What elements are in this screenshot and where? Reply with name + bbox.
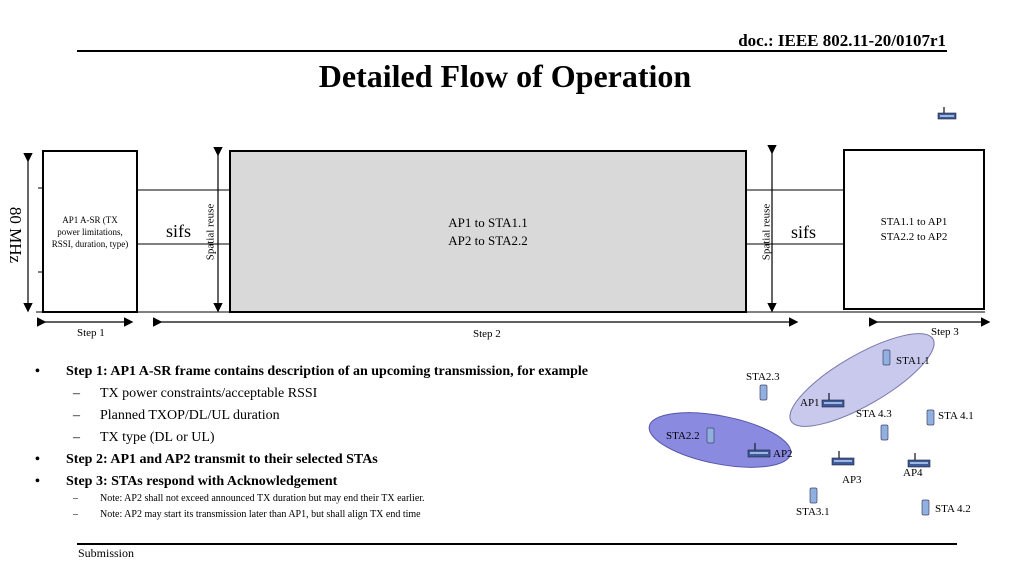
bullet-txop: Planned TXOP/DL/UL duration — [100, 408, 280, 423]
sta11-label: STA1.1 — [896, 355, 930, 367]
footer-submission: Submission — [78, 546, 135, 560]
sta42-label: STA 4.2 — [935, 503, 971, 515]
data-box-line-1: AP1 to STA1.1 — [448, 214, 528, 230]
doc-id: doc.: IEEE 802.11-20/0107r1 — [738, 31, 946, 50]
sta11-phone-icon — [883, 350, 890, 365]
bullet-mark: • — [35, 364, 40, 379]
step-2-label: Step 2 — [473, 328, 501, 340]
sifs-right-label: sifs — [791, 222, 817, 242]
bullet-tx-power: TX power constraints/acceptable RSSI — [100, 386, 318, 401]
ap1-label: AP1 — [800, 397, 820, 409]
bullet-mark: • — [35, 474, 40, 489]
bullet-mark: – — [73, 493, 78, 504]
bullet-note-duration: Note: AP2 shall not exceed announced TX duration but may end their TX earlier. — [100, 493, 425, 504]
bullet-step-3: Step 3: STAs respond with Acknowledgement — [66, 474, 338, 489]
bullet-mark: – — [73, 430, 80, 445]
slide-title: Detailed Flow of Operation — [318, 58, 692, 94]
ap2-label: AP2 — [773, 448, 793, 460]
sta31-label: STA3.1 — [796, 506, 830, 518]
bullet-mark: – — [73, 509, 78, 520]
ack-box-line-1: STA1.1 to AP1 — [880, 215, 948, 228]
sta42-phone-icon — [922, 500, 929, 515]
bullet-tx-type: TX type (DL or UL) — [100, 430, 215, 445]
sta22-label: STA2.2 — [666, 430, 700, 442]
spatial-reuse-right-label: Spatial reuse — [759, 203, 772, 261]
data-transmission-box — [229, 150, 747, 313]
ap-asr-frame-box — [42, 150, 138, 313]
bullet-mark: • — [35, 452, 40, 467]
sta43-phone-icon — [881, 425, 888, 440]
sta23-phone-icon — [760, 385, 767, 400]
ack-box-line-2: STA2.2 to AP2 — [880, 230, 948, 243]
bullet-step-1: Step 1: AP1 A-SR frame contains description of an upcoming transmission, for example — [66, 364, 589, 379]
ack-box — [843, 149, 985, 310]
bullet-step-2: Step 2: AP1 and AP2 transmit to their selected STAs — [66, 452, 378, 467]
sta31-phone-icon — [810, 488, 817, 503]
data-box-line-2: AP2 to STA2.2 — [448, 232, 528, 248]
ap4-label: AP4 — [903, 467, 923, 479]
ap3-label: AP3 — [842, 474, 862, 486]
sta23-label: STA2.3 — [746, 371, 780, 383]
bss1-ellipse — [778, 330, 945, 443]
ap-asr-frame-text: AP1 A-SR (TX power limitations, RSSI, duration, type) — [51, 214, 129, 249]
step-1-label: Step 1 — [77, 327, 105, 339]
bullet-note-alignment: Note: AP2 may start its transmission later than AP1, but shall align TX end time — [100, 509, 421, 520]
footer-rule — [77, 543, 957, 545]
sifs-left-label: sifs — [166, 221, 192, 241]
bullet-mark: – — [73, 408, 80, 423]
header-rule — [77, 50, 947, 52]
bullet-mark: – — [73, 386, 80, 401]
sta41-label: STA 4.1 — [938, 410, 974, 422]
bandwidth-label-wrap — [2, 206, 28, 264]
sta43-label: STA 4.3 — [856, 408, 892, 420]
ap4-router-icon — [908, 453, 930, 467]
ap3-router-icon — [832, 451, 854, 465]
spatial-reuse-left-label: Spatial reuse — [203, 203, 216, 261]
router-icon — [936, 106, 958, 122]
sta22-phone-icon — [707, 428, 714, 443]
sta41-phone-icon — [927, 410, 934, 425]
bandwidth-label: 80 MHz — [6, 206, 26, 264]
step-3-label: Step 3 — [931, 326, 959, 338]
